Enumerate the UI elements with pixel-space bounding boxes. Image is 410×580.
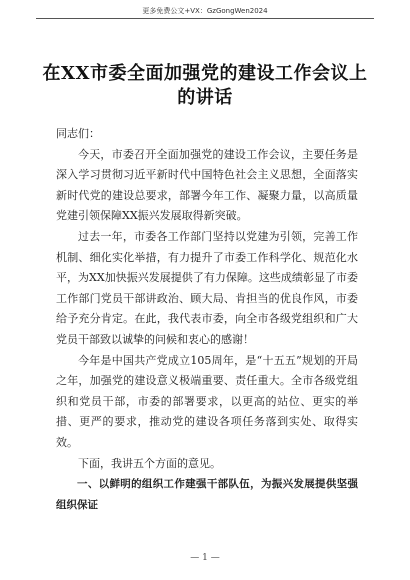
paragraph: 今年是中国共产党成立105周年，是“十五五”规划的开局之年，加强党的建设意义极端重要、责任重大。全市各级党组织和党员干部，市委的部署要求，以更高的站位、更实的举措、更严的要求，推动党的建设各项任务落到实处、取得实效。: [56, 353, 358, 449]
salutation: 同志们：: [56, 127, 100, 140]
paragraph: 过去一年，市委各工作部门坚持以党建为引领，完善工作机制、细化实化举措，有力提升了市委工作科学化、规范化水平，为XX加快振兴发展提供了有力保障。这些成绩彰显了市委工作部门党员干部讲政治、顾大局、肯担当的优良作风，市委给予充分肯定。在此，我代表市委，向全市各级党组织和广大党员干部致以诚挚的问候和衷心的感谢！: [56, 229, 358, 346]
section-heading: 一、以鲜明的组织工作建强干部队伍，为振兴发展提供坚强组织保证: [56, 478, 358, 511]
document-title: 在XX市委全面加强党的建设工作会议上的讲话: [42, 63, 368, 108]
page-header: 更多免费公文+VX：GzGongWen2024: [142, 7, 268, 15]
header-divider: [36, 18, 374, 19]
page-number: — 1 —: [190, 553, 220, 563]
document-body: [56, 124, 358, 515]
paragraph: 下面，我讲五个方面的意见。: [78, 456, 221, 470]
paragraph: 今天，市委召开全面加强党的建设工作会议，主要任务是深入学习贯彻习近平新时代中国特色社会主义思想，全面落实新时代党的建设总要求，部署今年工作、凝聚力量，以高质量党建引领保障XX振兴发展取得新突破。: [56, 147, 358, 223]
